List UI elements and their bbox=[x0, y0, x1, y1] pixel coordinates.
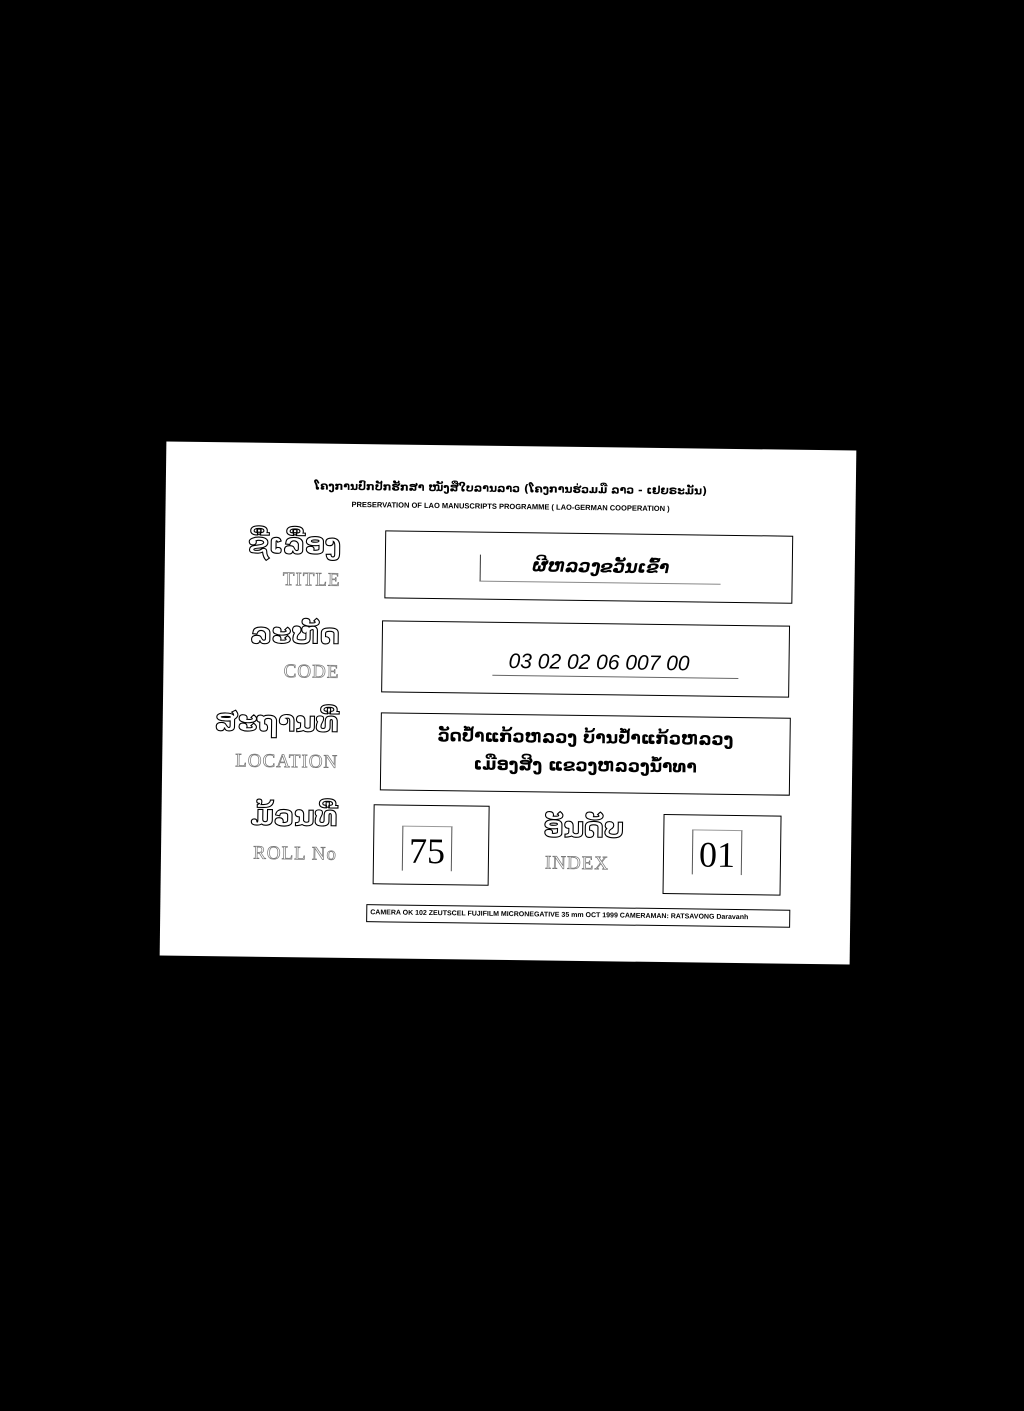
header-english-title: PRESERVATION OF LAO MANUSCRIPTS PROGRAMME ( LAO-GERMAN COOPERATION ) bbox=[351, 499, 670, 514]
code-label-lao: ລະຫັດ bbox=[250, 616, 341, 651]
roll-label-lao: ມ້ວນທີ່ bbox=[250, 798, 338, 833]
title-value: ຜີຫລວງຂວັນເຂົ້າ bbox=[480, 555, 721, 585]
location-line-1: ວັດປ້ຳແກ້ວຫລວງ ບ້ານປ້ຳແກ້ວຫລວງ bbox=[437, 726, 734, 750]
location-box bbox=[380, 712, 791, 795]
index-value: 01 bbox=[692, 829, 743, 875]
index-box bbox=[663, 814, 782, 896]
location-label-en: LOCATION bbox=[235, 750, 339, 773]
code-box bbox=[381, 620, 790, 697]
roll-label-en: ROLL No bbox=[252, 842, 338, 865]
title-label-lao: ຊື່ເລື່ອງ bbox=[247, 526, 342, 561]
title-box bbox=[384, 530, 793, 603]
index-label-en: INDEX bbox=[544, 852, 610, 875]
roll-box bbox=[373, 804, 490, 886]
code-label-en: CODE bbox=[283, 661, 340, 683]
code-value: 03 02 02 06 007 00 bbox=[492, 649, 738, 679]
roll-value: 75 bbox=[402, 826, 453, 872]
location-line-2: ເມືອງສິງ ແຂວງຫລວງນ້ຳທາ bbox=[473, 754, 697, 778]
index-label-lao: ອັນດັບ bbox=[543, 810, 625, 845]
camera-info-footer: CAMERA OK 102 ZEUTSCEL FUJIFILM MICRONEGATIVE 35 mm OCT 1999 CAMERAMAN: RATSAVONG Daravanh bbox=[366, 904, 790, 928]
title-label-en: TITLE bbox=[282, 569, 341, 591]
header-lao-title: ໂຄງການປົກປັກຮັກສາ ໜັງສືໃບລານລາວ (ໂຄງການຮ່ວມມື ລາວ - ເຢຍຣະມັນ) bbox=[314, 479, 708, 498]
location-label-lao: ສະຖານທີ່ bbox=[214, 704, 339, 739]
manuscript-record-card bbox=[160, 442, 857, 965]
